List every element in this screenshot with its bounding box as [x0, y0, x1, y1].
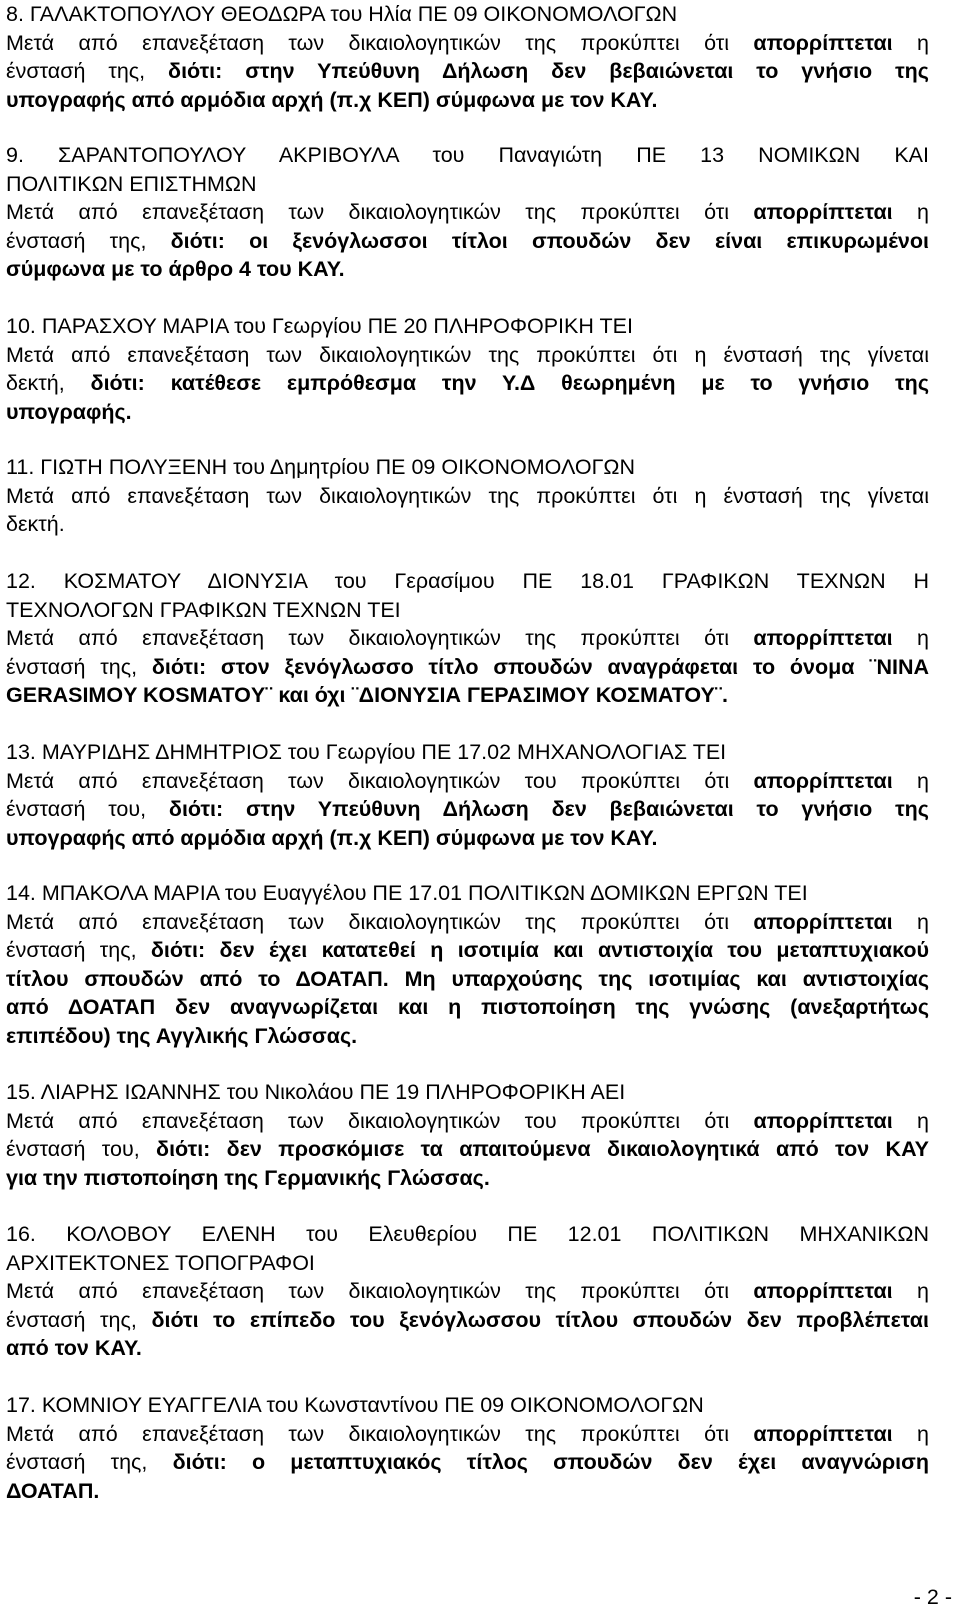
bold-text: διότι το επίπεδο του ξενόγλωσσου τίτλου σπουδών δεν προβλέπεται [151, 1307, 929, 1332]
text: Μετά από επανεξέταση των δικαιολογητικών της προκύπτει ότι η ένστασή της γίνεται [6, 342, 929, 367]
entry-text-line [6, 1135, 929, 1164]
entry-text-line [6, 1022, 929, 1051]
entry-text-line [6, 795, 929, 824]
entry-heading-line [6, 141, 929, 170]
entry-text-line [6, 170, 929, 199]
text: η [892, 626, 929, 651]
text: Μετά από επανεξέταση των δικαιολογητικών της προκύπτει ότι [6, 909, 754, 934]
entry-text-line [6, 1420, 929, 1449]
text: ένστασή της, [6, 938, 151, 963]
entry-text-line [6, 398, 929, 427]
entry-text-line [6, 1164, 929, 1193]
text: η [892, 909, 929, 934]
bold-text: απορρίπτεται [753, 200, 893, 225]
bold-text: απορρίπτεται [753, 30, 893, 55]
text: η [892, 30, 929, 55]
entry-text-line [6, 57, 929, 86]
bold-text: GERASIMOY KOSMATOY¨ και όχι ¨ΔΙΟΝΥΣΙΑ ΓΕΡΑΣΙΜΟΥ ΚΟΣΜΑΤΟΥ¨. [6, 683, 728, 708]
entry-text-line [6, 86, 929, 115]
bold-text: διότι: στον ξενόγλωσσο τίτλο σπουδών αναγράφεται το όνομα ¨NINA [151, 654, 929, 679]
entry-text-line [6, 510, 929, 539]
text: 9. ΣΑΡΑΝΤΟΠΟΥΛΟΥ ΑΚΡΙΒΟΥΛΑ του Παναγιώτη ΠΕ 13 ΝΟΜΙΚΩΝ ΚΑΙ [6, 143, 929, 167]
bold-text: απορρίπτεται [753, 1279, 893, 1304]
text: ένστασή της, [6, 59, 169, 84]
bold-text: επιπέδου) της Αγγλικής Γλώσσας. [6, 1024, 358, 1048]
entry-heading-line [6, 312, 929, 341]
text: Μετά από επανεξέταση των δικαιολογητικών της προκύπτει ότι [6, 1421, 754, 1446]
text: δεκτή. [6, 512, 65, 537]
entry-text-line [6, 624, 929, 653]
entry-heading-line [6, 1078, 929, 1107]
text: Μετά από επανεξέταση των δικαιολογητικών της προκύπτει ότι η ένστασή της γίνεται [6, 483, 929, 508]
entry-text-line [6, 908, 929, 937]
entry-text-line [6, 1334, 929, 1363]
text: ΠΟΛΙΤΙΚΩΝ ΕΠΙΣΤΗΜΩΝ [6, 171, 257, 196]
bold-text: υπογραφής από αρμόδια αρχή (π.χ ΚΕΠ) σύμφωνα με τον ΚΑΥ. [6, 825, 658, 850]
bold-text: από ΔΟΑΤΑΠ δεν αναγνωρίζεται και η πιστοποίηση της γνώσης (ανεξαρτήτως [6, 995, 929, 1020]
bold-text: σύμφωνα με το άρθρο 4 του ΚΑΥ. [6, 257, 345, 282]
entry-text-line [6, 965, 929, 994]
bold-text: υπογραφής από αρμόδια αρχή (π.χ ΚΕΠ) σύμφωνα με τον ΚΑΥ. [6, 87, 658, 112]
text: Μετά από επανεξέταση των δικαιολογητικών του προκύπτει ότι [6, 1108, 754, 1133]
bold-text: από τον ΚΑΥ. [6, 1336, 142, 1361]
text: Μετά από επανεξέταση των δικαιολογητικών της προκύπτει ότι [6, 200, 754, 225]
text: 17. ΚΟΜΝΙΟΥ ΕΥΑΓΓΕΛΙΑ του Κωνσταντίνου ΠΕ 09 ΟΙΚΟΝΟΜΟΛΟΓΩΝ [6, 1393, 704, 1417]
bold-text: διότι: κατέθεσε εμπρόθεσμα την Υ.Δ θεωρημένη με το γνήσιο της [90, 371, 929, 396]
text: 14. ΜΠΑΚΟΛΑ ΜΑΡΙΑ του Ευαγγέλου ΠΕ 17.01 ΠΟΛΙΤΙΚΩΝ ΔΟΜΙΚΩΝ ΕΡΓΩΝ ΤΕΙ [6, 881, 808, 905]
bold-text: απορρίπτεται [753, 768, 893, 793]
entry-text-line [6, 369, 929, 398]
bold-text: απορρίπτεται [753, 1108, 893, 1133]
text: η [892, 200, 929, 225]
text: Μετά από επανεξέταση των δικαιολογητικών της προκύπτει ότι [6, 626, 754, 651]
text: 13. ΜΑΥΡΙΔΗΣ ΔΗΜΗΤΡΙΟΣ του Γεωργίου ΠΕ 17.02 ΜΗΧΑΝΟΛΟΓΙΑΣ ΤΕΙ [6, 740, 727, 764]
text: ένστασή της, [6, 654, 152, 679]
text: 8. ΓΑΛΑΚΤΟΠΟΥΛΟΥ ΘΕΟΔΩΡΑ του Ηλία ΠΕ 09 ΟΙΚΟΝΟΜΟΛΟΓΩΝ [6, 2, 678, 26]
entry-text-line [6, 1107, 929, 1136]
entry-heading-line [6, 1391, 929, 1420]
text: Μετά από επανεξέταση των δικαιολογητικών της προκύπτει ότι [6, 1279, 754, 1304]
bold-text: διότι: δεν έχει κατατεθεί η ισοτιμία και αντιστοιχία του μεταπτυχιακού [150, 938, 929, 963]
entry-text-line [6, 767, 929, 796]
entry-text-line [6, 1249, 929, 1278]
entry-text-line [6, 29, 929, 58]
bold-text: υπογραφής. [6, 399, 132, 424]
text: Μετά από επανεξέταση των δικαιολογητικών της προκύπτει ότι [6, 30, 754, 55]
bold-text: για την πιστοποίηση της Γερμανικής Γλώσσας. [6, 1165, 490, 1190]
bold-text: διότι: οι ξενόγλωσσοι τίτλοι σπουδών δεν είναι επικυρωμένοι [170, 228, 929, 253]
entry-text-line [6, 341, 929, 370]
entry-text-line [6, 1477, 929, 1506]
text: ΑΡΧΙΤΕΚΤΟΝΕΣ ΤΟΠΟΓΡΑΦΟΙ [6, 1250, 315, 1275]
entry-text-line [6, 596, 929, 625]
text: Μετά από επανεξέταση των δικαιολογητικών του προκύπτει ότι [6, 768, 754, 793]
bold-text: τίτλου σπουδών από το ΔΟΑΤΑΠ. Μη υπαρχούσης της ισοτιμίας και αντιστοιχίας [6, 966, 929, 991]
text: ένστασή της, [6, 1307, 152, 1332]
bold-text: διότι: στην Υπεύθυνη Δήλωση δεν βεβαιώνεται το γνήσιο της [168, 59, 929, 84]
text: ένστασή της, [6, 1450, 173, 1475]
text: δεκτή, [6, 371, 91, 396]
entry-text-line [6, 824, 929, 853]
entry-text-line [6, 653, 929, 682]
text: η [892, 1108, 929, 1133]
bold-text: ΔΟΑΤΑΠ. [6, 1478, 100, 1503]
entry-text-line [6, 681, 929, 710]
text: 15. ΛΙΑΡΗΣ ΙΩΑΝΝΗΣ του Νικολάου ΠΕ 19 ΠΛΗΡΟΦΟΡΙΚΗ ΑΕΙ [6, 1080, 626, 1104]
entry-text-line [6, 1306, 929, 1335]
entry-heading-line [6, 453, 929, 482]
text: ένστασή της, [6, 228, 171, 253]
bold-text: διότι: δεν προσκόμισε τα απαιτούμενα δικαιολογητικά από τον ΚΑΥ [156, 1137, 929, 1162]
text: 16. ΚΟΛΟΒΟΥ ΕΛΕΝΗ του Ελευθερίου ΠΕ 12.01 ΠΟΛΙΤΙΚΩΝ ΜΗΧΑΝΙΚΩΝ [6, 1222, 929, 1246]
text: 12. ΚΟΣΜΑΤΟΥ ΔΙΟΝΥΣΙΑ του Γερασίμου ΠΕ 18.01 ΓΡΑΦΙΚΩΝ ΤΕΧΝΩΝ Η [6, 569, 929, 593]
text: 10. ΠΑΡΑΣΧΟΥ ΜΑΡΙΑ του Γεωργίου ΠΕ 20 ΠΛΗΡΟΦΟΡΙΚΗ ΤΕΙ [6, 314, 633, 338]
entry-text-line [6, 198, 929, 227]
entry-heading-line [6, 1220, 929, 1249]
page-number: - 2 - [913, 1585, 952, 1609]
bold-text: διότι: ο μεταπτυχιακός τίτλος σπουδών δεν έχει αναγνώριση [172, 1450, 929, 1475]
entry-text-line [6, 1448, 929, 1477]
text: 11. ΓΙΩΤΗ ΠΟΛΥΞΕΝΗ του Δημητρίου ΠΕ 09 ΟΙΚΟΝΟΜΟΛΟΓΩΝ [6, 455, 636, 479]
bold-text: απορρίπτεται [753, 626, 893, 651]
entry-text-line [6, 1277, 929, 1306]
text: ένστασή του, [6, 1137, 157, 1162]
text: η [892, 1279, 929, 1304]
text: η [892, 768, 929, 793]
entry-heading-line [6, 567, 929, 596]
text: η [892, 1421, 929, 1446]
entry-heading-line [6, 0, 929, 29]
entry-text-line [6, 993, 929, 1022]
entry-heading-line [6, 738, 929, 767]
entry-text-line [6, 936, 929, 965]
bold-text: απορρίπτεται [753, 909, 893, 934]
bold-text: απορρίπτεται [753, 1421, 893, 1446]
text: ΤΕΧΝΟΛΟΓΩΝ ΓΡΑΦΙΚΩΝ ΤΕΧΝΩΝ ΤΕΙ [6, 597, 401, 622]
entry-text-line [6, 227, 929, 256]
entry-heading-line [6, 879, 929, 908]
entry-text-line [6, 255, 929, 284]
entry-text-line [6, 482, 929, 511]
bold-text: διότι: στην Υπεύθυνη Δήλωση δεν βεβαιώνεται το γνήσιο της [168, 797, 929, 822]
text: ένστασή του, [6, 797, 169, 822]
